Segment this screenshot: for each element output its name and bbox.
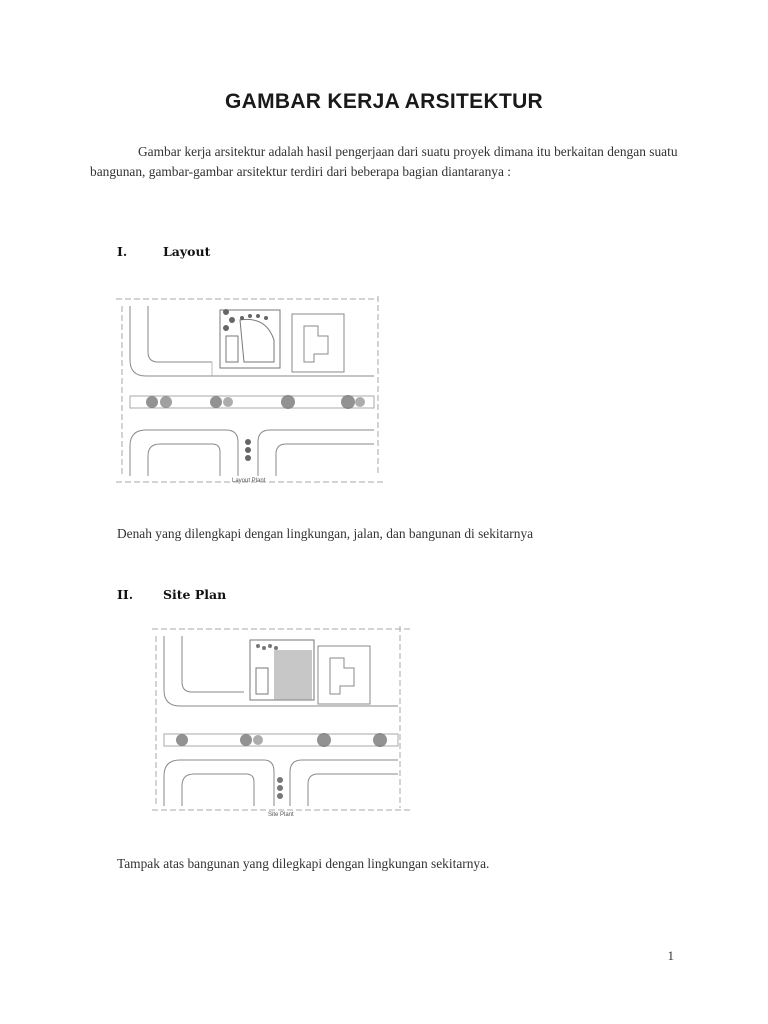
section-number: I. bbox=[117, 244, 128, 259]
intro-paragraph bbox=[90, 142, 680, 182]
section-title: Site Plan bbox=[163, 587, 227, 602]
figure-label: Site Plant bbox=[268, 812, 294, 818]
figure-label: Layout Plant bbox=[232, 478, 266, 484]
layout-plan-drawing bbox=[116, 296, 392, 490]
site-plan-drawing bbox=[152, 626, 414, 826]
page-title: GAMBAR KERJA ARSITEKTUR bbox=[224, 90, 543, 113]
section-caption: Tampak atas bangunan yang dilegkapi dengan lingkungan sekitarnya. bbox=[117, 856, 490, 871]
section-title: Layout bbox=[163, 244, 211, 259]
page-number: 1 bbox=[667, 948, 674, 963]
intro-text: Gambar kerja arsitektur adalah hasil pengerjaan dari suatu proyek dimana itu berkaitan dengan suatu bangunan, gambar-gambar arsitektur terdiri dari beberapa bagian diantaranya : bbox=[90, 144, 678, 179]
section-number: II. bbox=[117, 587, 134, 602]
section-caption: Denah yang dilengkapi dengan lingkungan, jalan, dan bangunan di sekitarnya bbox=[117, 526, 534, 541]
